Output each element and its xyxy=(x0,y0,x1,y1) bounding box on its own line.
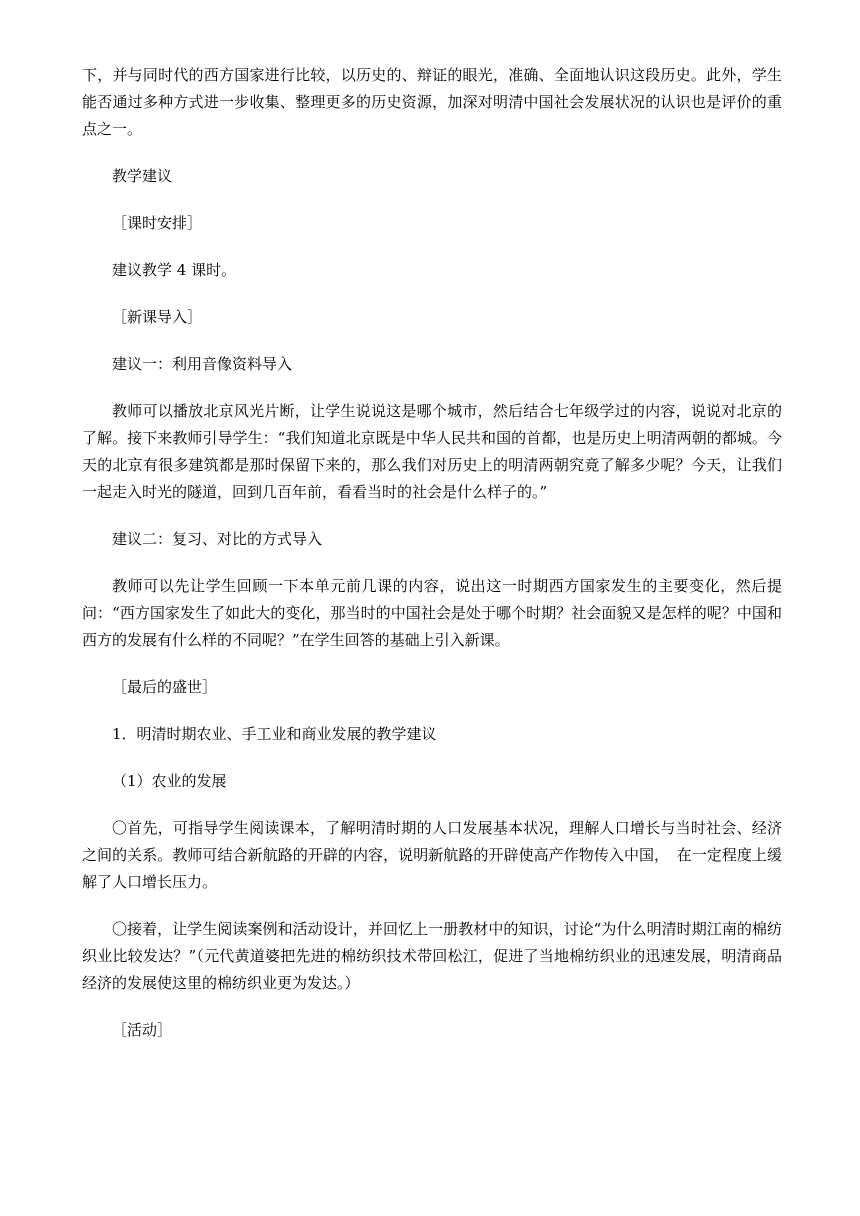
suggestion-one-heading: 建议一：利用音像资料导入 xyxy=(112,355,293,373)
subheading-last-prosperous-age: ［最后的盛世］ xyxy=(112,678,218,696)
suggestion-two-paragraph: 教师可以先让学生回顾一下本单元前几课的内容，说出这一时期西方国家发生的主要变化，然后提问：“西方国家发生了如此大的变化，那当时的中国社会是处于哪个时期？社会面貌又是怎样的呢？中国和西方的发展有什么样的不同呢？”在学生回答的基础上引入新课。 xyxy=(82,577,782,649)
section-heading-teaching-suggestions: 教学建议 xyxy=(112,167,173,185)
subheading-new-lesson-intro: ［新课导入］ xyxy=(112,308,203,326)
suggestion-one-paragraph: 教师可以播放北京风光片断，让学生说说这是哪个城市，然后结合七年级学过的内容，说说对北京的了解。接下来教师引导学生：“我们知道北京既是中华人民共和国的首都，也是历史上明清两朝的都城。今天的北京有很多建筑都是那时保留下来的，那么我们对历史上的明清两朝究竟了解多少呢？今天，让我们一起走入时光的隧道，回到几百年前，看看当时的社会是什么样子的。” xyxy=(82,402,782,501)
class-hours-text: 建议教学 4 课时。 xyxy=(112,261,237,279)
suggestion-two-heading: 建议二：复习、对比的方式导入 xyxy=(112,530,323,548)
document-page xyxy=(82,62,782,1044)
subheading-activity: ［活动］ xyxy=(112,1021,173,1039)
bullet-paragraph-next: 〇接着，让学生阅读案例和活动设计，并回忆上一册教材中的知识，讨论“为什么明清时期江南的棉纺织业比较发达？”（元代黄道婆把先进的棉纺织技术带回松江，促进了当地棉纺织业的迅速发展，明清商品经济的发展使这里的棉纺织业更为发达。） xyxy=(82,920,782,992)
bullet-paragraph-first: 〇首先，可指导学生阅读课本，了解明清时期的人口发展基本状况，理解人口增长与当时社会、经济之间的关系。教师可结合新航路的开辟的内容，说明新航路的开辟使高产作物传入中国， 在一定程度上缓解了人口增长压力。 xyxy=(82,819,782,891)
item-1-heading: 1．明清时期农业、手工业和商业发展的教学建议 xyxy=(112,725,437,743)
subheading-class-hours: ［课时安排］ xyxy=(112,214,203,232)
continuation-paragraph: 下，并与同时代的西方国家进行比较，以历史的、辩证的眼光，准确、全面地认识这段历史。此外，学生能否通过多种方式进一步收集、整理更多的历史资源，加深对明清中国社会发展状况的认识也是评价的重点之一。 xyxy=(82,66,782,138)
item-1-1-heading: （1）农业的发展 xyxy=(112,772,227,790)
